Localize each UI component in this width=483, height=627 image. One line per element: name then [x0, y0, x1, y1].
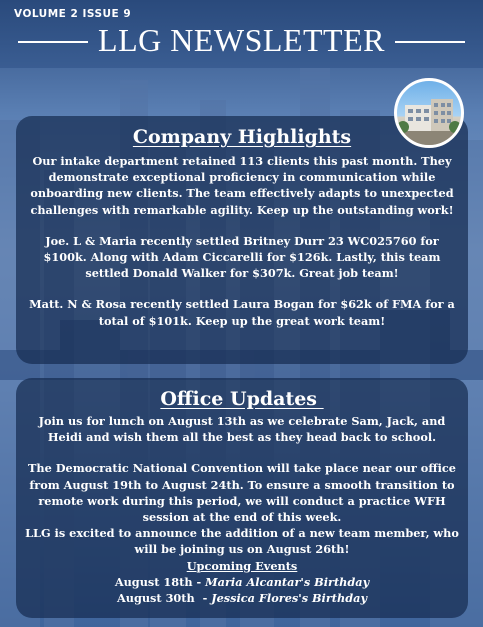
- office-updates-heading: Office Updates: [160, 388, 324, 410]
- highlights-paragraph: Joe. L & Maria recently settled Britney Durr 23 WC025760 for $100k. Along with Adam Ciccarelli for $126k. Lastly, this team settled Donald Walker for $307k. Great job team!: [43, 233, 441, 281]
- office-building-photo: [394, 78, 464, 148]
- issue-label: VOLUME 2 ISSUE 9: [14, 8, 132, 20]
- office-updates-panel: [16, 378, 468, 618]
- building-icon: [397, 81, 461, 145]
- newsletter-header: [0, 0, 483, 68]
- title-rule-right: [395, 41, 465, 43]
- spacer: [16, 281, 468, 296]
- event-separator: -: [194, 591, 212, 606]
- updates-paragraph: LLG is excited to announce the addition of a new team member, who will be joining us on August 26th!: [25, 526, 459, 557]
- updates-paragraph: Join us for lunch on August 13th as we celebrate Sam, Jack, and Heidi and wish them all the best as they head back to school.: [38, 414, 446, 445]
- event-name: Jessica Flores's Birthday: [211, 591, 368, 606]
- newsletter-title: LLG NEWSLETTER: [98, 22, 385, 58]
- event-date: August 18th: [114, 574, 193, 589]
- spacer: [16, 218, 468, 233]
- highlights-paragraph: Our intake department retained 113 clients this past month. They demonstrate exceptional proficiency in communication while onboarding new clients. The team effectively adapts to unexpected challenges with remarkable agility. Keep up the outstanding work!: [30, 154, 454, 217]
- event-item: [16, 574, 468, 590]
- company-highlights-panel: [16, 116, 468, 364]
- highlights-paragraph: Matt. N & Rosa recently settled Laura Bogan for $62k of FMA for a total of $101k. Keep up the great work team!: [29, 297, 455, 328]
- event-date: August 30th: [116, 591, 195, 606]
- spacer: [16, 445, 468, 460]
- company-highlights-heading: Company Highlights: [132, 126, 352, 148]
- event-separator: -: [192, 574, 206, 589]
- updates-paragraph: The Democratic National Convention will take place near our office from August 19th to August 24th. To ensure a smooth transition to remote work during this period, we will conduct a practice WFH session at the end of this week.: [28, 461, 456, 525]
- upcoming-events-heading: Upcoming Events: [186, 558, 298, 573]
- event-item: [16, 590, 468, 606]
- event-name: Maria Alcantar's Birthday: [205, 574, 370, 589]
